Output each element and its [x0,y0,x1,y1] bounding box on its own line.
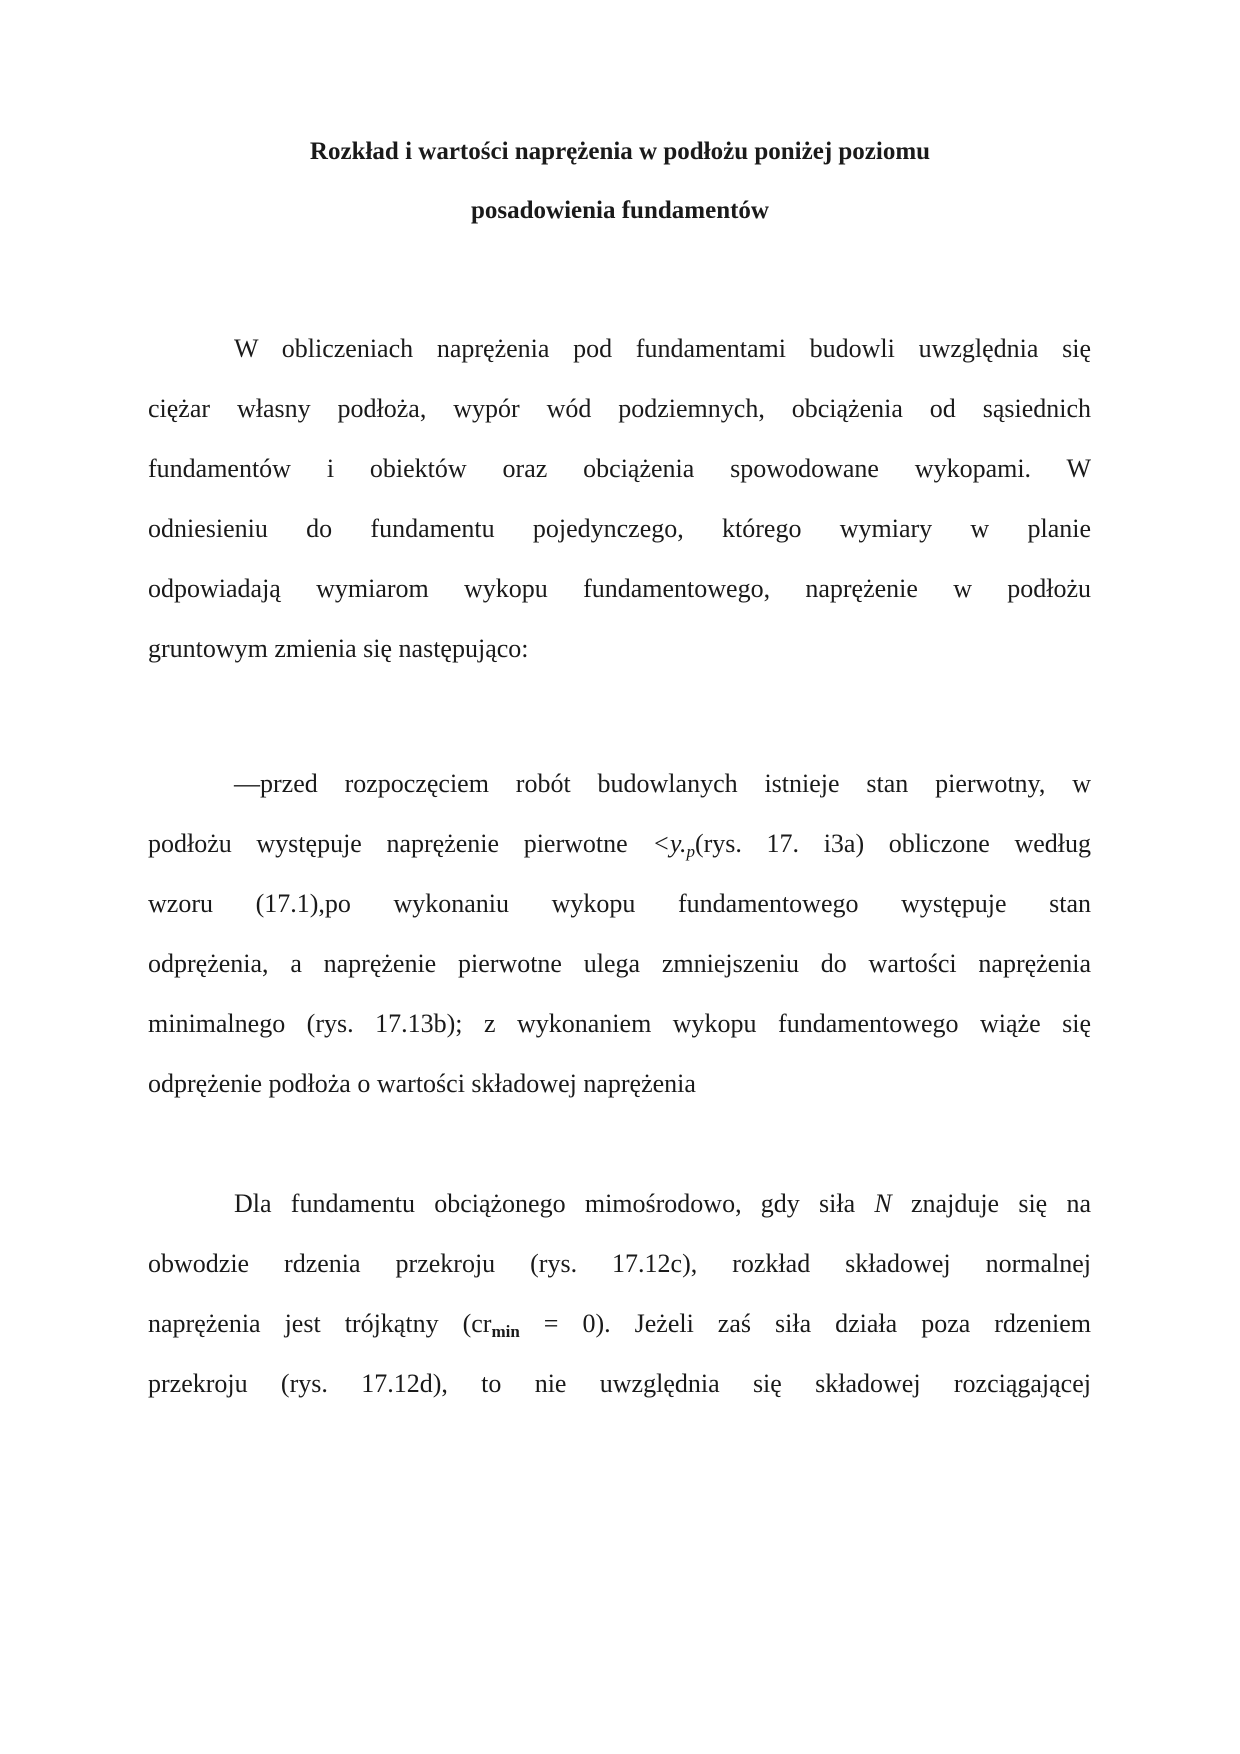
paragraph-2-line-5: minimalnego (rys. 17.13b); z wykonaniem wykopu fundamentowego wiąże się [148,1009,1091,1038]
paragraph-2-line-4: odprężenia, a naprężenie pierwotne ulega zmniejszeniu do wartości naprężenia [148,949,1091,978]
paragraph-1-line-4: odniesieniu do fundamentu pojedynczego, którego wymiary w planie [148,514,1091,543]
paragraph-2-line-2-text-a: podłożu występuje naprężenie pierwotne [148,829,653,858]
paragraph-3-line-4: przekroju (rys. 17.12d), to nie uwzględnia się składowej rozciągającej [148,1369,1091,1398]
paragraph-1-line-6: gruntowym zmienia się następująco: [148,634,529,663]
paragraph-3-line-3 [148,1308,1091,1348]
min-subscript: min [491,1322,520,1341]
stress-symbol: <y. [652,829,687,858]
paragraph-1-line-5: odpowiadają wymiarom wykopu fundamentowego, naprężenie w podłożu [148,574,1091,603]
paragraph-3-line-1-text-a: Dla fundamentu obciążonego mimośrodowo, gdy siła [234,1189,875,1218]
paragraph-2-line-1: —przed rozpoczęciem robót budowlanych istnieje stan pierwotny, w [234,769,1091,798]
paragraph-2-line-6: odprężenie podłoża o wartości składowej naprężenia [148,1069,696,1098]
paragraph-3-line-1 [234,1188,1091,1220]
paragraph-3-line-2: obwodzie rdzenia przekroju (rys. 17.12c), rozkład składowej normalnej [148,1249,1091,1278]
paragraph-1-line-3: fundamentów i obiektów oraz obciążenia spowodowane wykopami. W [148,454,1091,483]
force-symbol: N [874,1189,892,1218]
paragraph-3-line-3-text-b: = 0). Jeżeli zaś siła działa poza rdzeniem [519,1309,1091,1338]
paragraph-1-line-1: W obliczeniach naprężenia pod fundamentami budowli uwzględnia się [234,334,1091,363]
paragraph-2-line-2-text-b: (rys. 17. i3a) obliczone według [694,829,1092,858]
paragraph-1-line-2: ciężar własny podłoża, wypór wód podziemnych, obciążenia od sąsiednich [148,394,1091,423]
page-title-line-1: Rozkład i wartości naprężenia w podłożu poniżej poziomu [309,138,931,165]
paragraph-2-line-3: wzoru (17.1),po wykonaniu wykopu fundamentowego występuje stan [148,889,1091,918]
paragraph-2-line-2 [148,828,1091,868]
paragraph-3-line-3-text-a: naprężenia jest trójkątny (cr [148,1309,492,1338]
stress-symbol-subscript: p [686,842,695,861]
paragraph-3-line-1-text-b: znajduje się na [891,1189,1091,1218]
page-title-line-2: posadowienia fundamentów [471,197,769,224]
